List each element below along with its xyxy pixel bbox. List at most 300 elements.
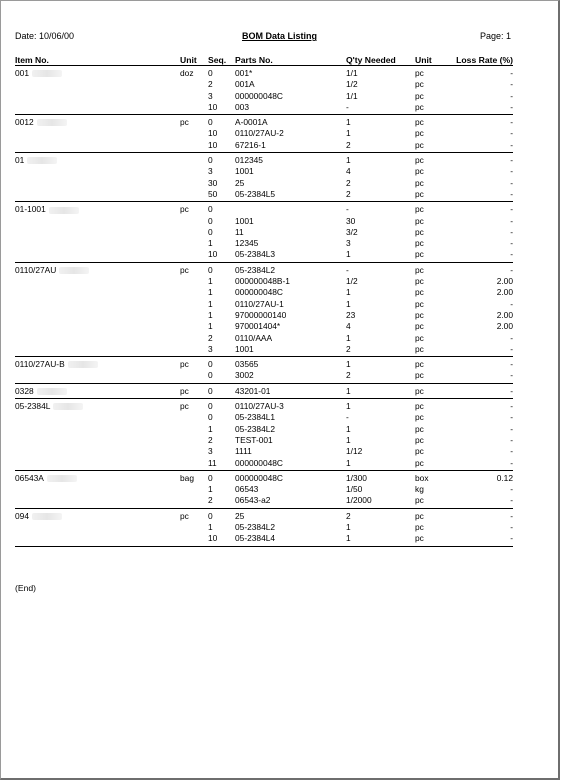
item-no-cell-text: 0110/27AU-B <box>15 359 65 370</box>
part-no-cell-text: 05-2384L2 <box>235 264 276 275</box>
part-unit-cell-text: pc <box>415 204 424 215</box>
part-no-cell <box>235 522 346 533</box>
loss-rate-cell-text: - <box>510 385 513 396</box>
part-no-cell-text: 97000000140 <box>235 309 287 320</box>
col-item-no: Item No. <box>15 55 49 65</box>
part-unit-cell <box>415 370 455 383</box>
part-unit-cell-text: pc <box>415 446 424 457</box>
qty-cell-text: 2 <box>346 370 351 381</box>
table-row <box>15 79 513 90</box>
qty-cell-text: 2 <box>346 510 351 521</box>
loss-rate-cell-text: - <box>510 226 513 237</box>
part-no-cell <box>235 178 346 189</box>
item-unit-cell <box>180 140 208 153</box>
item-unit-cell <box>180 66 208 80</box>
seq-cell <box>208 227 235 238</box>
part-unit-cell <box>415 202 455 216</box>
seq-cell <box>208 344 235 357</box>
qty-cell <box>346 102 415 115</box>
qty-cell-text: 2 <box>346 139 351 150</box>
loss-rate-cell-text: - <box>510 332 513 343</box>
loss-rate-cell-text: - <box>510 495 513 506</box>
loss-rate-cell <box>455 287 513 298</box>
qty-cell <box>346 399 415 413</box>
item-no-cell-text: 01-1001 <box>15 204 46 215</box>
seq-cell-text: 2 <box>208 495 213 506</box>
seq-cell <box>208 299 235 310</box>
item-no-cell <box>15 115 180 129</box>
table-row <box>15 533 513 546</box>
item-unit-cell-text: doz <box>180 68 194 78</box>
part-unit-cell <box>415 238 455 249</box>
seq-cell-text: 1 <box>208 521 213 532</box>
seq-cell-text: 2 <box>208 332 213 343</box>
seq-cell-text: 1 <box>208 238 213 249</box>
item-no-cell <box>15 189 180 202</box>
bom-group <box>15 399 513 471</box>
loss-rate-cell-text: - <box>510 457 513 468</box>
loss-rate-cell <box>455 276 513 287</box>
part-no-cell <box>235 189 346 202</box>
seq-cell <box>208 216 235 227</box>
table-row <box>15 166 513 177</box>
table-row <box>15 299 513 310</box>
item-unit-cell-text: pc <box>180 117 189 128</box>
part-unit-cell-text: pc <box>415 117 424 128</box>
qty-cell-text: 1 <box>346 117 351 128</box>
seq-cell <box>208 412 235 423</box>
redacted-description <box>68 361 98 368</box>
part-no-cell <box>235 484 346 495</box>
qty-cell-text: 2 <box>346 343 351 354</box>
loss-rate-cell-text: - <box>510 401 513 412</box>
seq-cell-text: 3 <box>208 446 213 457</box>
seq-cell-text: 10 <box>208 101 218 112</box>
part-no-cell-text: 001* <box>235 68 253 78</box>
part-no-cell-text: 05-2384L4 <box>235 533 276 544</box>
table-row <box>15 495 513 508</box>
loss-rate-cell <box>455 79 513 90</box>
item-no-cell <box>15 287 180 298</box>
part-unit-cell <box>415 522 455 533</box>
part-no-cell-text: 06543 <box>235 484 259 495</box>
seq-cell-text: 3 <box>208 166 213 177</box>
item-no-cell <box>15 533 180 546</box>
part-no-cell-text: 25 <box>235 177 245 188</box>
part-unit-cell-text: kg <box>415 484 424 495</box>
redacted-description <box>53 403 83 410</box>
qty-cell <box>346 66 415 80</box>
loss-rate-cell <box>455 166 513 177</box>
seq-cell <box>208 249 235 262</box>
item-unit-cell <box>180 216 208 227</box>
part-unit-cell-text: pc <box>415 321 424 332</box>
table-row <box>15 202 513 216</box>
part-unit-cell-text: pc <box>415 90 424 101</box>
part-no-cell-text: TEST-001 <box>235 434 273 445</box>
loss-rate-cell <box>455 178 513 189</box>
loss-rate-cell <box>455 357 513 371</box>
part-no-cell <box>235 102 346 115</box>
qty-cell <box>346 91 415 102</box>
seq-cell <box>208 79 235 90</box>
loss-rate-cell <box>455 470 513 484</box>
qty-cell <box>346 484 415 495</box>
part-unit-cell-text: pc <box>415 226 424 237</box>
bom-group <box>15 508 513 546</box>
table-row <box>15 310 513 321</box>
qty-cell-text: - <box>346 412 349 423</box>
qty-cell-text: 23 <box>346 309 356 320</box>
part-no-cell-text: 25 <box>235 510 245 521</box>
seq-cell-text: 1 <box>208 298 213 309</box>
qty-cell <box>346 153 415 167</box>
loss-rate-cell <box>455 216 513 227</box>
loss-rate-cell <box>455 299 513 310</box>
part-no-cell-text: 970001404* <box>235 321 281 332</box>
part-no-cell <box>235 153 346 167</box>
loss-rate-cell-text: - <box>510 484 513 495</box>
item-unit-cell-text: pc <box>180 264 189 275</box>
part-no-cell-text: 05-2384L2 <box>235 423 276 434</box>
qty-cell <box>346 178 415 189</box>
part-no-cell <box>235 495 346 508</box>
loss-rate-cell-text: 2.00 <box>496 276 513 287</box>
part-no-cell <box>235 202 346 216</box>
part-unit-cell <box>415 310 455 321</box>
part-no-cell <box>235 128 346 139</box>
qty-cell <box>346 216 415 227</box>
part-unit-cell-text: pc <box>415 264 424 275</box>
part-no-cell <box>235 166 346 177</box>
part-no-cell <box>235 262 346 276</box>
part-no-cell-text: 1111 <box>235 446 252 457</box>
col-seq: Seq. <box>208 55 227 65</box>
table-row <box>15 383 513 398</box>
qty-cell-text: 30 <box>346 215 356 226</box>
part-unit-cell-text: pc <box>415 215 424 226</box>
seq-cell <box>208 399 235 413</box>
item-no-cell <box>15 91 180 102</box>
loss-rate-cell-text: - <box>510 423 513 434</box>
redacted-description <box>47 475 77 482</box>
qty-cell <box>346 424 415 435</box>
part-unit-cell-text: pc <box>415 177 424 188</box>
qty-cell-text: 1 <box>346 385 351 396</box>
loss-rate-cell <box>455 115 513 129</box>
item-no-cell <box>15 310 180 321</box>
bom-group <box>15 115 513 153</box>
loss-rate-cell <box>455 91 513 102</box>
part-no-cell <box>235 383 346 398</box>
part-unit-cell <box>415 533 455 546</box>
item-no-cell <box>15 458 180 471</box>
seq-cell <box>208 357 235 371</box>
item-unit-cell <box>180 470 208 484</box>
part-no-cell <box>235 399 346 413</box>
bom-group <box>15 66 513 115</box>
part-no-cell <box>235 412 346 423</box>
seq-cell-text: 3 <box>208 343 213 354</box>
loss-rate-cell <box>455 310 513 321</box>
part-no-cell <box>235 216 346 227</box>
loss-rate-cell-text: 2.00 <box>496 309 513 320</box>
loss-rate-cell-text: - <box>510 238 513 249</box>
table-row <box>15 470 513 484</box>
loss-rate-cell-text: - <box>510 155 513 166</box>
loss-rate-cell-text: 2.00 <box>496 321 513 332</box>
part-no-cell-text: 1001 <box>235 166 254 177</box>
seq-cell <box>208 458 235 471</box>
qty-cell <box>346 299 415 310</box>
item-no-cell <box>15 446 180 457</box>
qty-cell-text: 1 <box>346 457 351 468</box>
loss-rate-cell <box>455 446 513 457</box>
part-unit-cell <box>415 399 455 413</box>
seq-cell <box>208 91 235 102</box>
item-no-cell <box>15 370 180 383</box>
qty-cell <box>346 412 415 423</box>
seq-cell-text: 10 <box>208 128 218 139</box>
seq-cell-text: 0 <box>208 117 213 128</box>
redacted-description <box>32 513 62 520</box>
part-unit-cell <box>415 216 455 227</box>
qty-cell-text: 1 <box>346 332 351 343</box>
loss-rate-cell-text: - <box>510 359 513 370</box>
item-no-cell <box>15 344 180 357</box>
seq-cell <box>208 153 235 167</box>
part-unit-cell-text: pc <box>415 510 424 521</box>
loss-rate-cell-text: - <box>510 79 513 90</box>
seq-cell <box>208 238 235 249</box>
loss-rate-cell <box>455 412 513 423</box>
loss-rate-cell-text: - <box>510 343 513 354</box>
qty-cell <box>346 276 415 287</box>
seq-cell-text: 0 <box>208 155 213 166</box>
loss-rate-cell-text: - <box>510 117 513 128</box>
bom-group <box>15 262 513 356</box>
seq-cell-text: 0 <box>208 385 213 396</box>
item-no-cell <box>15 399 180 413</box>
part-unit-cell-text: pc <box>415 79 424 90</box>
part-no-cell <box>235 344 346 357</box>
loss-rate-cell <box>455 202 513 216</box>
seq-cell <box>208 310 235 321</box>
qty-cell <box>346 495 415 508</box>
seq-cell <box>208 262 235 276</box>
part-no-cell <box>235 424 346 435</box>
redacted-description <box>27 157 57 164</box>
table-row <box>15 333 513 344</box>
part-unit-cell-text: pc <box>415 370 424 381</box>
qty-cell <box>346 383 415 398</box>
item-no-cell-text: 0328 <box>15 385 34 396</box>
part-unit-cell-text: pc <box>415 359 424 370</box>
redacted-description <box>49 207 79 214</box>
seq-cell-text: 0 <box>208 226 213 237</box>
loss-rate-cell <box>455 522 513 533</box>
item-unit-cell <box>180 299 208 310</box>
part-no-cell <box>235 79 346 90</box>
part-unit-cell-text: pc <box>415 457 424 468</box>
item-unit-cell <box>180 484 208 495</box>
item-unit-cell <box>180 262 208 276</box>
seq-cell-text: 1 <box>208 423 213 434</box>
qty-cell-text: 3 <box>346 238 351 249</box>
seq-cell <box>208 166 235 177</box>
part-unit-cell <box>415 383 455 398</box>
loss-rate-cell <box>455 495 513 508</box>
part-no-cell <box>235 458 346 471</box>
loss-rate-cell-text: - <box>510 215 513 226</box>
part-no-cell-text: 000000048C <box>235 472 283 483</box>
qty-cell <box>346 370 415 383</box>
qty-cell-text: 4 <box>346 166 351 177</box>
qty-cell-text: 1 <box>346 128 351 139</box>
qty-cell-text: - <box>346 204 349 215</box>
table-row <box>15 321 513 332</box>
qty-cell <box>346 522 415 533</box>
loss-rate-cell <box>455 508 513 522</box>
part-no-cell <box>235 287 346 298</box>
part-unit-cell-text: pc <box>415 166 424 177</box>
seq-cell <box>208 435 235 446</box>
seq-cell-text: 0 <box>208 370 213 381</box>
seq-cell-text: 1 <box>208 484 213 495</box>
item-no-cell-text: 0110/27AU <box>15 264 57 275</box>
seq-cell-text: 1 <box>208 309 213 320</box>
item-no-cell <box>15 424 180 435</box>
seq-cell <box>208 508 235 522</box>
seq-cell-text: 0 <box>208 472 213 483</box>
part-unit-cell-text: box <box>415 472 429 483</box>
part-unit-cell-text: pc <box>415 434 424 445</box>
seq-cell <box>208 102 235 115</box>
table-row <box>15 424 513 435</box>
qty-cell <box>346 115 415 129</box>
seq-cell <box>208 66 235 80</box>
part-no-cell-text: 1001 <box>235 343 254 354</box>
item-unit-cell <box>180 508 208 522</box>
part-unit-cell <box>415 262 455 276</box>
loss-rate-cell-text: - <box>510 370 513 381</box>
item-unit-cell <box>180 424 208 435</box>
item-no-cell <box>15 102 180 115</box>
bom-group <box>15 383 513 398</box>
loss-rate-cell <box>455 189 513 202</box>
item-no-cell <box>15 79 180 90</box>
part-no-cell-text: 3002 <box>235 370 254 381</box>
seq-cell <box>208 484 235 495</box>
seq-cell-text: 3 <box>208 90 213 101</box>
part-unit-cell <box>415 178 455 189</box>
part-no-cell <box>235 299 346 310</box>
item-no-cell <box>15 140 180 153</box>
item-unit-cell <box>180 370 208 383</box>
qty-cell <box>346 189 415 202</box>
part-unit-cell <box>415 424 455 435</box>
loss-rate-cell <box>455 533 513 546</box>
loss-rate-cell-text: - <box>510 298 513 309</box>
part-unit-cell <box>415 287 455 298</box>
report-date: Date: 10/06/00 <box>15 31 75 41</box>
item-unit-cell <box>180 522 208 533</box>
item-no-cell <box>15 299 180 310</box>
seq-cell <box>208 495 235 508</box>
item-unit-cell <box>180 495 208 508</box>
table-row <box>15 178 513 189</box>
item-unit-cell <box>180 412 208 423</box>
item-unit-cell <box>180 287 208 298</box>
part-unit-cell <box>415 79 455 90</box>
part-unit-cell-text: pc <box>415 495 424 506</box>
table-row <box>15 370 513 383</box>
part-unit-cell-text: pc <box>415 238 424 249</box>
part-no-cell-text: 001A <box>235 79 255 90</box>
loss-rate-cell-text: - <box>510 533 513 544</box>
item-unit-cell <box>180 115 208 129</box>
qty-cell <box>346 458 415 471</box>
table-row <box>15 238 513 249</box>
part-no-cell <box>235 333 346 344</box>
qty-cell-text: 1 <box>346 434 351 445</box>
table-row <box>15 522 513 533</box>
qty-cell-text: 3/2 <box>346 226 358 237</box>
table-row <box>15 91 513 102</box>
part-no-cell <box>235 238 346 249</box>
seq-cell-text: 50 <box>208 188 218 199</box>
part-no-cell <box>235 115 346 129</box>
part-unit-cell-text: pc <box>415 249 424 260</box>
loss-rate-cell <box>455 66 513 80</box>
item-unit-cell-text: pc <box>180 401 189 412</box>
qty-cell-text: 1 <box>346 298 351 309</box>
item-unit-cell <box>180 435 208 446</box>
redacted-description <box>59 267 89 274</box>
item-unit-cell <box>180 458 208 471</box>
item-unit-cell-text: bag <box>180 472 194 483</box>
qty-cell <box>346 287 415 298</box>
bom-group <box>15 470 513 508</box>
item-no-cell <box>15 484 180 495</box>
item-unit-cell <box>180 189 208 202</box>
part-no-cell <box>235 140 346 153</box>
loss-rate-cell <box>455 484 513 495</box>
item-no-cell <box>15 262 180 276</box>
seq-cell-text: 0 <box>208 412 213 423</box>
part-no-cell-text: 003 <box>235 101 249 112</box>
part-unit-cell-text: pc <box>415 276 424 287</box>
part-no-cell <box>235 357 346 371</box>
item-no-cell <box>15 357 180 371</box>
item-no-cell <box>15 227 180 238</box>
page-number: Page: 1 <box>479 31 511 41</box>
redacted-description <box>37 119 67 126</box>
item-unit-cell-text: pc <box>180 510 189 521</box>
seq-cell-text: 0 <box>208 359 213 370</box>
loss-rate-cell-text: - <box>510 412 513 423</box>
part-no-cell <box>235 66 346 80</box>
part-unit-cell-text: pc <box>415 309 424 320</box>
bom-group <box>15 153 513 202</box>
seq-cell-text: 0 <box>208 204 213 215</box>
item-no-cell-text: 094 <box>15 510 29 521</box>
qty-cell-text: 1/300 <box>346 472 367 483</box>
item-no-cell <box>15 495 180 508</box>
item-unit-cell-text: pc <box>180 385 189 396</box>
table-row <box>15 153 513 167</box>
part-no-cell-text: 06543-a2 <box>235 495 271 506</box>
